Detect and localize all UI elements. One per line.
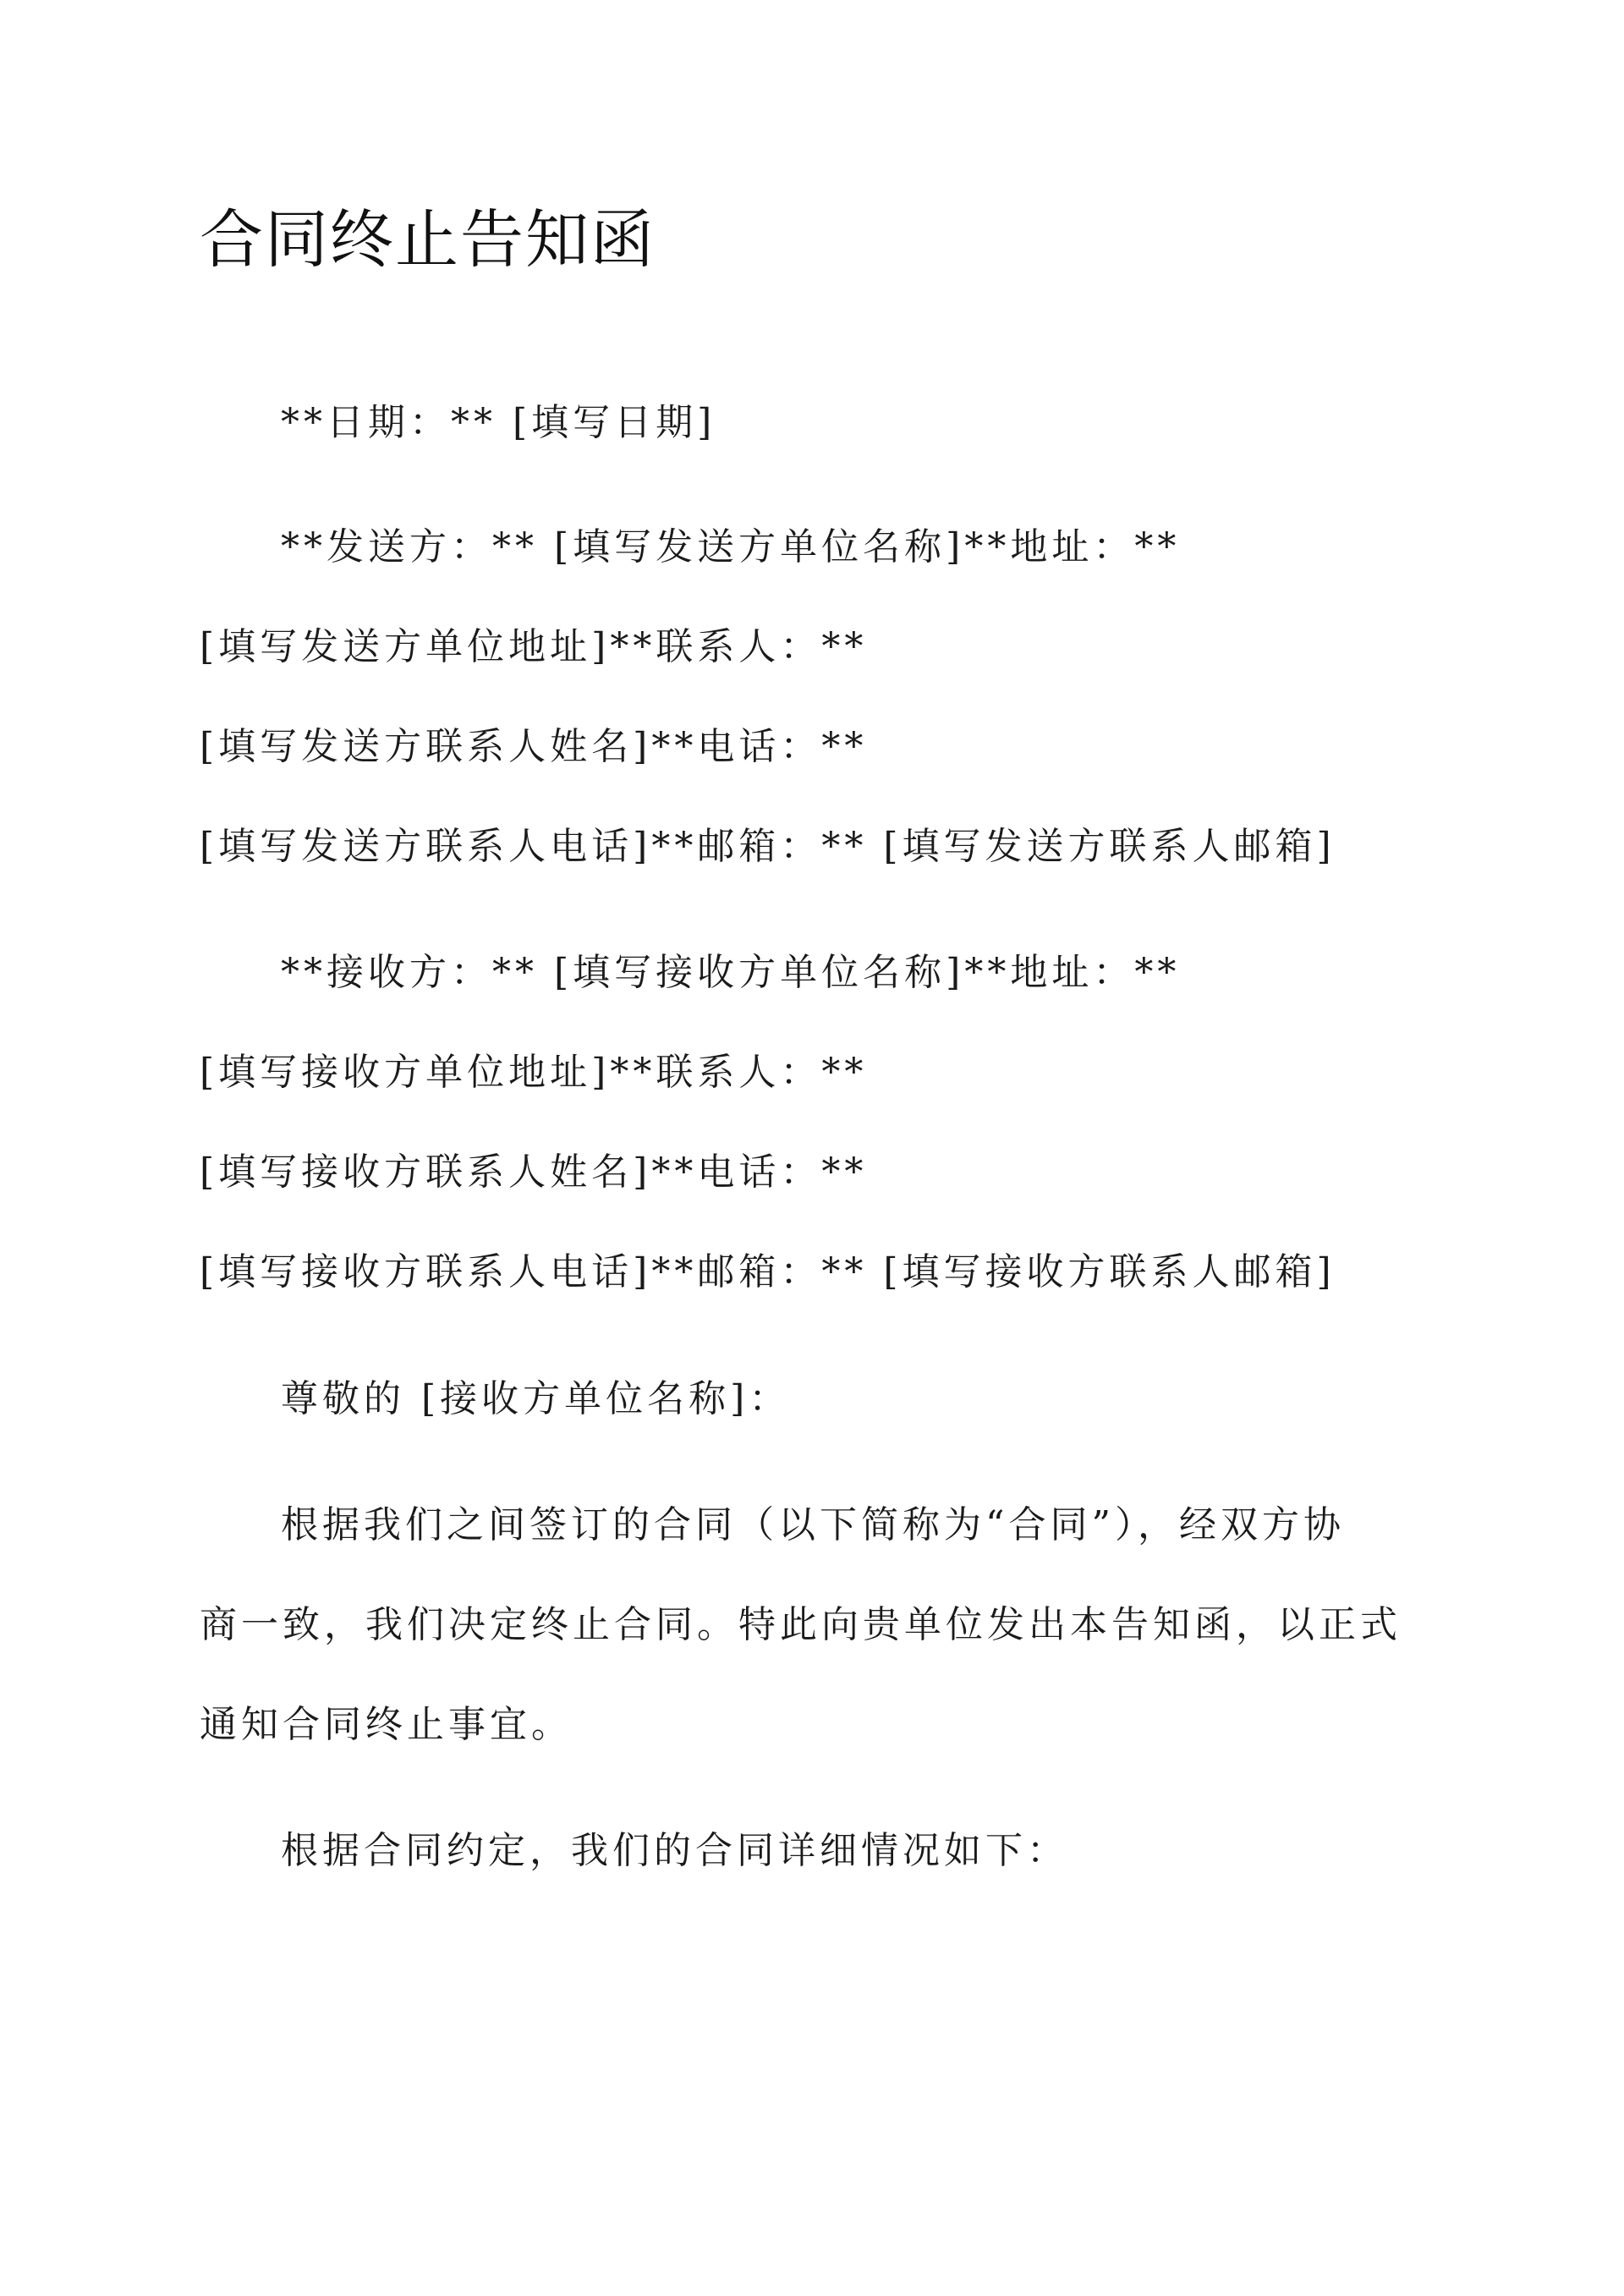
body-paragraph-line-3: 通知合同终止事宜。 [200, 1703, 573, 1746]
receiver-address-line: [填写接收方单位地址]**联系人：** [200, 1051, 868, 1094]
details-intro-line: 根据合同约定，我们的合同详细情况如下： [281, 1829, 1068, 1872]
sender-contact-line: [填写发送方联系人姓名]**电话：** [200, 725, 868, 768]
salutation-line: 尊敬的 [接收方单位名称]： [281, 1377, 791, 1420]
receiver-name-line: **接收方：** [填写接收方单位名称]**地址：** [281, 951, 1181, 994]
date-line: **日期：** [填写日期] [281, 401, 716, 444]
body-paragraph-line-1: 根据我们之间签订的合同（以下简称为“合同”），经双方协 [281, 1503, 1345, 1546]
receiver-contact-line: [填写接收方联系人姓名]**电话：** [200, 1151, 868, 1194]
sender-address-line: [填写发送方单位地址]**联系人：** [200, 625, 868, 668]
document-title: 合同终止告知函 [200, 202, 656, 277]
sender-name-line: **发送方：** [填写发送方单位名称]**地址：** [281, 525, 1181, 569]
sender-phone-email-line: [填写发送方联系人电话]**邮箱：** [填写发送方联系人邮箱] [200, 825, 1336, 868]
body-paragraph-line-2: 商一致，我们决定终止合同。特此向贵单位发出本告知函，以正式 [200, 1603, 1402, 1646]
receiver-phone-email-line: [填写接收方联系人电话]**邮箱：** [填写接收方联系人邮箱] [200, 1250, 1336, 1294]
